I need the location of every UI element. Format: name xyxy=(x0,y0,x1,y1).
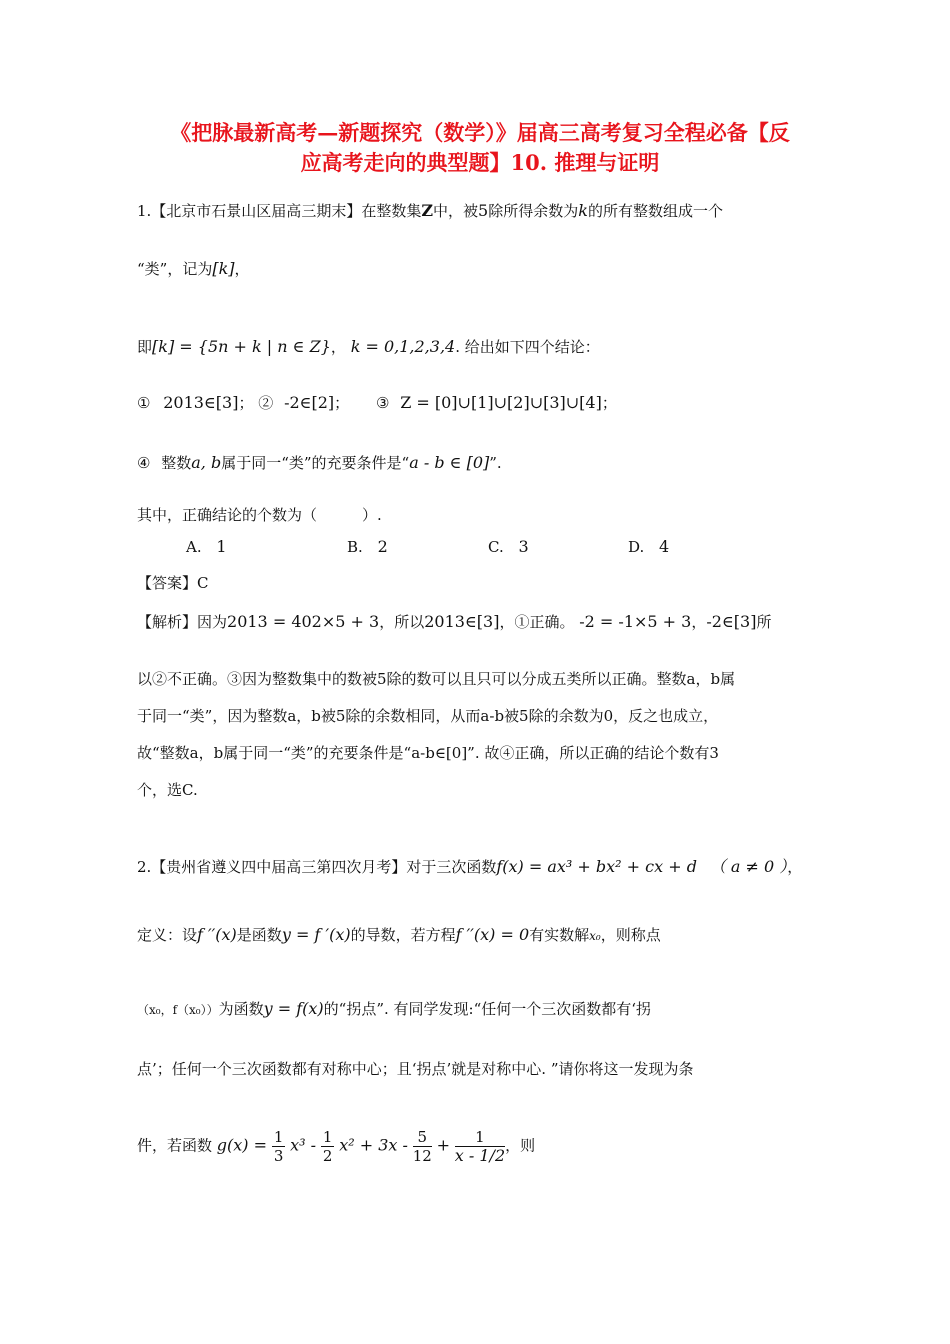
q1-question: 其中，正确结论的个数为（ ）. xyxy=(137,506,382,524)
q1-analysis-line-3: 于同一“类”，因为整数a，b被5除的余数相同，从而a-b被5除的余数为0，反之也成立， xyxy=(137,707,719,725)
q1-analysis-line-1: 【解析】因为2013 = 402×5 + 3，所以2013∈[3]，①正确。 -2 = -1×5 + 3，-2∈[3]所 xyxy=(137,612,772,631)
option-b: B. 2 xyxy=(347,537,388,556)
fraction-1-2: $\frac{1}{2}$ xyxy=(322,1128,333,1165)
option-d: D. 4 xyxy=(628,537,670,556)
fraction-reciprocal: $\frac{1}{x - 1/2}$ xyxy=(454,1128,506,1165)
q1-analysis-line-2: 以②不正确。③因为整数集中的数被5除的数可以且只可以分成五类所以正确。整数a，b属 xyxy=(137,670,736,688)
q1-statement-4: ④ 整数a, b属于同一“类”的充要条件是“a - b ∈ [0]”. xyxy=(137,453,502,472)
q1-analysis-line-4: 故“整数a，b属于同一“类”的充要条件是“a-b∈[0]”. 故④正确，所以正确的结论个数有3 xyxy=(137,744,719,762)
document-title xyxy=(140,118,820,178)
q1-statements-1-3: ① 2013∈[3]； ② -2∈[2]； ③ Z = [0]∪[1]∪[2]∪[3]∪[4]； xyxy=(137,393,617,412)
fraction-5-12: $\frac{5}{12}$ xyxy=(412,1128,432,1165)
q1-analysis-line-5: 个，选C. xyxy=(137,781,198,799)
q2-line-1: 2.【贵州省遵义四中届高三第四次月考】对于三次函数f(x) = ax³ + bx² + cx + d （ a ≠ 0 ）， xyxy=(137,857,803,876)
q2-line-4: 点’；任何一个三次函数都有对称中心；且‘拐点’就是对称中心. ”请你将这一发现为条 xyxy=(137,1060,694,1078)
q1-line-2: “类”，记为[k]， xyxy=(137,259,250,278)
option-c: C. 3 xyxy=(488,537,529,556)
class-definition: [k] = {5n + k | n ∈ Z} xyxy=(152,337,331,356)
fraction-1-3: $\frac{1}{3}$ xyxy=(273,1128,284,1165)
title-line-1: 《把脉最新高考—新题探究（数学）》届高三高考复习全程必备【反 xyxy=(170,120,790,145)
cubic-function: f(x) = ax³ + bx² + cx + d xyxy=(496,857,697,876)
q2-line-5: 件，若函数 g(x) = $\frac{1}{3}$ x³ - $\frac{1}{2}$ x² + 3x - $\frac{5}{12}$ + $\frac{1}{x - 1/2}$ ，则 xyxy=(137,1128,536,1165)
option-a: A. 1 xyxy=(186,537,227,556)
q1-line-1: 1.【北京市石景山区届高三期末】在整数集Z中，被5除所得余数为k的所有整数组成一个 xyxy=(137,201,723,220)
title-line-2: 应高考走向的典型题】10. 推理与证明 xyxy=(300,150,660,175)
q2-line-3: （x₀，f（x₀））为函数y = f(x)的“拐点”. 有同学发现:“任何一个三次函数都有‘拐 xyxy=(137,999,652,1018)
q1-line-3: 即[k] = {5n + k | n ∈ Z}， k = 0,1,2,3,4. 给出如下四个结论： xyxy=(137,337,600,356)
q1-answer: 【答案】C xyxy=(137,574,209,592)
q2-line-2: 定义：设f ′′(x)是函数y = f ′(x)的导数，若方程f ′′(x) = 0有实数解x₀，则称点 xyxy=(137,925,661,944)
